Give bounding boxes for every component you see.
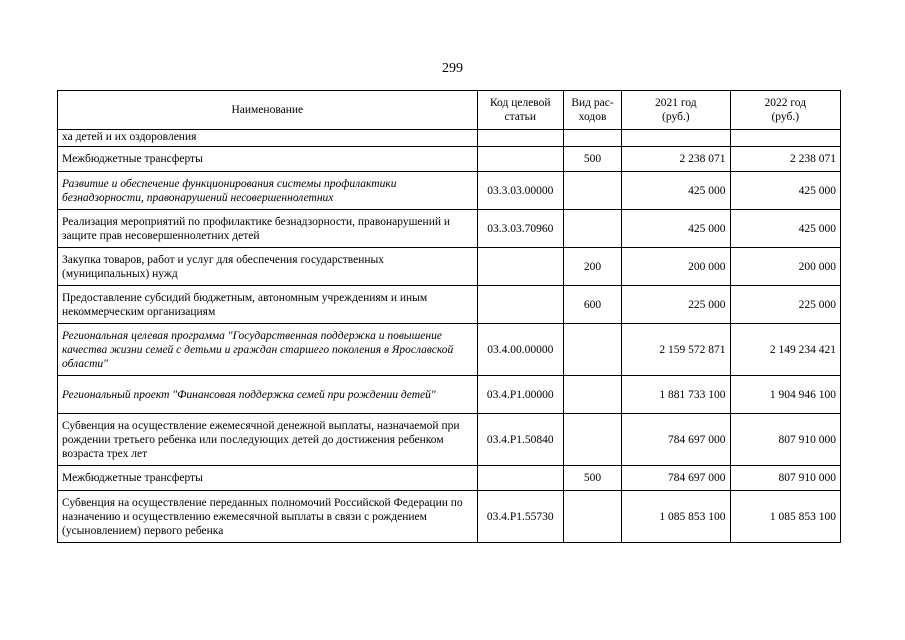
table-row bbox=[58, 147, 841, 172]
row-code bbox=[477, 466, 563, 491]
row-code bbox=[477, 248, 563, 286]
row-2022: 225 000 bbox=[730, 286, 840, 324]
row-2021: 1 085 853 100 bbox=[622, 491, 730, 543]
header-2021-line1: 2021 год bbox=[655, 97, 697, 109]
row-name: Субвенция на осуществление переданных полномочий Российской Федерации по назначению и осуществлению ежемесячной выплаты в связи с рождением (усыновлением) первого ребенка bbox=[58, 491, 478, 543]
row-vid bbox=[563, 172, 621, 210]
row-2022: 1 085 853 100 bbox=[730, 491, 840, 543]
table-header-row bbox=[58, 91, 841, 130]
table-row bbox=[58, 414, 841, 466]
row-name: Региональный проект "Финансовая поддержка семей при рождении детей" bbox=[58, 376, 478, 414]
row-code: 03.3.03.70960 bbox=[477, 210, 563, 248]
header-vid-line1: Вид рас- bbox=[571, 97, 614, 109]
row-code: 03.4.P1.55730 bbox=[477, 491, 563, 543]
row-2022: 807 910 000 bbox=[730, 466, 840, 491]
row-name: Субвенция на осуществление ежемесячной денежной выплаты, назначаемой при рождении третьего ребенка или последующих детей до достижения ребенком возраста трех лет bbox=[58, 414, 478, 466]
row-2021: 2 159 572 871 bbox=[622, 324, 730, 376]
header-code bbox=[477, 91, 563, 130]
header-vid-line2: ходов bbox=[578, 111, 607, 123]
row-2021: 225 000 bbox=[622, 286, 730, 324]
row-vid bbox=[563, 414, 621, 466]
row-vid: 600 bbox=[563, 286, 621, 324]
row-name: ха детей и их оздоровления bbox=[58, 130, 478, 147]
row-name: Региональная целевая программа "Государственная поддержка и повышение качества жизни семей с детьми и граждан старшего поколения в Ярославской области" bbox=[58, 324, 478, 376]
row-2022: 807 910 000 bbox=[730, 414, 840, 466]
row-vid bbox=[563, 130, 621, 147]
row-2021: 2 238 071 bbox=[622, 147, 730, 172]
row-code: 03.3.03.00000 bbox=[477, 172, 563, 210]
row-2021 bbox=[622, 130, 730, 147]
row-2021: 1 881 733 100 bbox=[622, 376, 730, 414]
header-name bbox=[58, 91, 478, 130]
row-2021: 784 697 000 bbox=[622, 414, 730, 466]
row-2022: 2 238 071 bbox=[730, 147, 840, 172]
row-vid bbox=[563, 210, 621, 248]
table-row bbox=[58, 376, 841, 414]
table-row bbox=[58, 324, 841, 376]
row-code: 03.4.P1.50840 bbox=[477, 414, 563, 466]
row-vid: 200 bbox=[563, 248, 621, 286]
header-2021-line2: (руб.) bbox=[662, 111, 690, 123]
page-number: 299 bbox=[442, 61, 463, 76]
row-name: Межбюджетные трансферты bbox=[58, 147, 478, 172]
header-code-line2: статьи bbox=[504, 111, 537, 123]
table-row bbox=[58, 130, 841, 147]
table-row bbox=[58, 248, 841, 286]
row-2021: 425 000 bbox=[622, 210, 730, 248]
row-vid: 500 bbox=[563, 466, 621, 491]
row-2021: 200 000 bbox=[622, 248, 730, 286]
row-2021: 425 000 bbox=[622, 172, 730, 210]
header-name-text: Наименование bbox=[231, 104, 304, 116]
header-2021 bbox=[622, 91, 730, 130]
row-code bbox=[477, 130, 563, 147]
row-2022: 2 149 234 421 bbox=[730, 324, 840, 376]
row-name: Развитие и обеспечение функционирования системы профилактики безнадзорности, правонарушений несовершеннолетних bbox=[58, 172, 478, 210]
row-vid: 500 bbox=[563, 147, 621, 172]
row-name: Закупка товаров, работ и услуг для обеспечения государственных (муниципальных) нужд bbox=[58, 248, 478, 286]
header-2022-line1: 2022 год bbox=[764, 97, 807, 109]
row-code: 03.4.00.00000 bbox=[477, 324, 563, 376]
row-2022: 425 000 bbox=[730, 210, 840, 248]
row-name: Предоставление субсидий бюджетным, автономным учреждениям и иным некоммерческим организациям bbox=[58, 286, 478, 324]
row-2022 bbox=[730, 130, 840, 147]
row-name: Межбюджетные трансферты bbox=[58, 466, 478, 491]
table-row bbox=[58, 491, 841, 543]
row-code bbox=[477, 286, 563, 324]
table-row bbox=[58, 172, 841, 210]
header-vid bbox=[563, 91, 621, 130]
header-2022-line2: (руб.) bbox=[771, 111, 800, 123]
row-code: 03.4.P1.00000 bbox=[477, 376, 563, 414]
header-code-line1: Код целевой bbox=[489, 97, 551, 109]
header-2022 bbox=[730, 91, 840, 130]
row-2022: 425 000 bbox=[730, 172, 840, 210]
row-2022: 200 000 bbox=[730, 248, 840, 286]
row-name: Реализация мероприятий по профилактике безнадзорности, правонарушений и защите прав несовершеннолетних детей bbox=[58, 210, 478, 248]
row-vid bbox=[563, 491, 621, 543]
row-code bbox=[477, 147, 563, 172]
row-vid bbox=[563, 324, 621, 376]
row-vid bbox=[563, 376, 621, 414]
table-row bbox=[58, 210, 841, 248]
row-2022: 1 904 946 100 bbox=[730, 376, 840, 414]
budget-table bbox=[57, 90, 841, 543]
table-row bbox=[58, 466, 841, 491]
table-row bbox=[58, 286, 841, 324]
row-2021: 784 697 000 bbox=[622, 466, 730, 491]
